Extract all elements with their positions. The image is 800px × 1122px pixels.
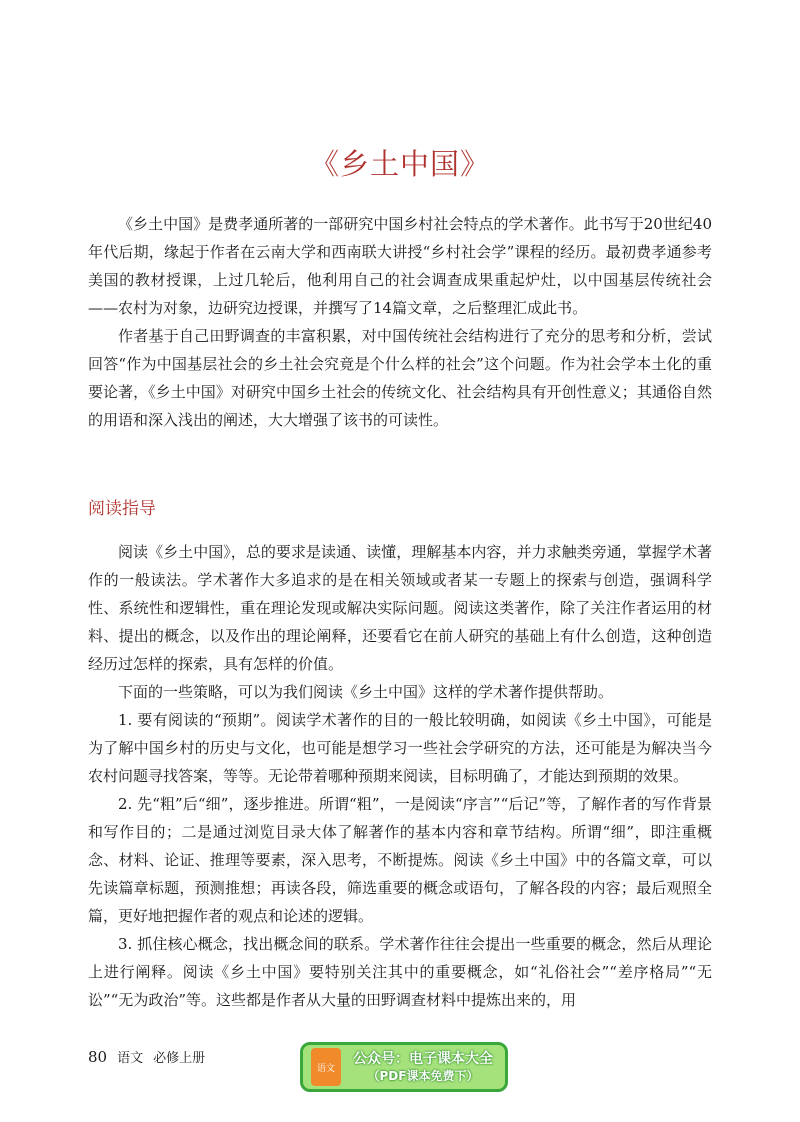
footer-volume: 必修上册 <box>153 1051 206 1066</box>
section-heading-reading-guide: 阅读指导 <box>88 499 156 519</box>
book-logo-icon <box>311 1048 341 1086</box>
watermark-banner <box>300 1042 508 1092</box>
watermark-logo-text: 语文 <box>316 1063 335 1074</box>
page-title: 《乡土中国》 <box>309 147 490 181</box>
page-footer <box>88 1047 205 1066</box>
page-number: 80 <box>88 1048 108 1066</box>
watermark-line-2: （PDF课本免费下） <box>367 1069 479 1083</box>
reading-guide-section <box>88 538 712 1014</box>
guide-paragraph-4: 2. 先“粗”后“细”，逐步推进。所谓“粗”，一是阅读“序言”“后记”等，了解作者的写作背景和写作目的；二是通过浏览目录大体了解著作的基本内容和章节结构。所谓“细”，即注重概念、材料、论证、推理等要素，深入思考，不断提炼。阅读《乡土中国》中的各篇文章，可以先读篇章标题，预测推想；再读各段，筛选重要的概念或语句，了解各段的内容；最后观照全篇，更好地把握作者的观点和论述的逻辑。 <box>88 795 712 925</box>
guide-paragraph-2: 下面的一些策略，可以为我们阅读《乡土中国》这样的学术著作提供帮助。 <box>118 683 614 701</box>
guide-paragraph-5: 3. 抓住核心概念，找出概念间的联系。学术著作往往会提出一些重要的概念，然后从理论上进行阐释。阅读《乡土中国》要特别关注其中的重要概念，如“礼俗社会”“差序格局”“无讼”“无为政治”等。这些都是作者从大量的田野调查材料中提炼出来的，用 <box>88 935 712 1009</box>
intro-paragraph-1: 《乡土中国》是费孝通所著的一部研究中国乡村社会特点的学术著作。此书写于20世纪40年代后期，缘起于作者在云南大学和西南联大讲授“乡村社会学”课程的经历。最初费孝通参考美国的教材授课，上过几轮后，他利用自己的社会调查成果重起炉灶，以中国基层传统社会——农村为对象，边研究边授课，并撰写了14篇文章，之后整理汇成此书。 <box>88 215 712 317</box>
watermark-line-1: 公众号：电子课本大全 <box>353 1051 493 1067</box>
guide-paragraph-1: 阅读《乡土中国》，总的要求是读通、读懂，理解基本内容，并力求触类旁通，掌握学术著作的一般读法。学术著作大多追求的是在相关领域或者某一专题上的探索与创造，强调科学性、系统性和逻辑性，重在理论发现或解决实际问题。阅读这类著作，除了关注作者运用的材料、提出的概念，以及作出的理论阐释，还要看它在前人研究的基础上有什么创造，这种创造经历过怎样的探索，具有怎样的价值。 <box>88 543 712 673</box>
intro-paragraph-2: 作者基于自己田野调查的丰富积累，对中国传统社会结构进行了充分的思考和分析，尝试回答“作为中国基层社会的乡土社会究竟是个什么样的社会”这个问题。作为社会学本土化的重要论著，《乡土中国》对研究中国乡土社会的传统文化、社会结构具有开创性意义；其通俗自然的用语和深入浅出的阐述，大大增强了该书的可读性。 <box>88 327 712 429</box>
watermark-text <box>341 1050 505 1084</box>
footer-book-name: 语文 <box>117 1051 144 1066</box>
intro-section <box>88 210 712 434</box>
guide-paragraph-3: 1. 要有阅读的“预期”。阅读学术著作的目的一般比较明确，如阅读《乡土中国》，可能是为了解中国乡村的历史与文化，也可能是想学习一些社会学研究的方法，还可能是为解决当今农村问题寻找答案，等等。无论带着哪种预期来阅读，目标明确了，才能达到预期的效果。 <box>88 711 712 785</box>
